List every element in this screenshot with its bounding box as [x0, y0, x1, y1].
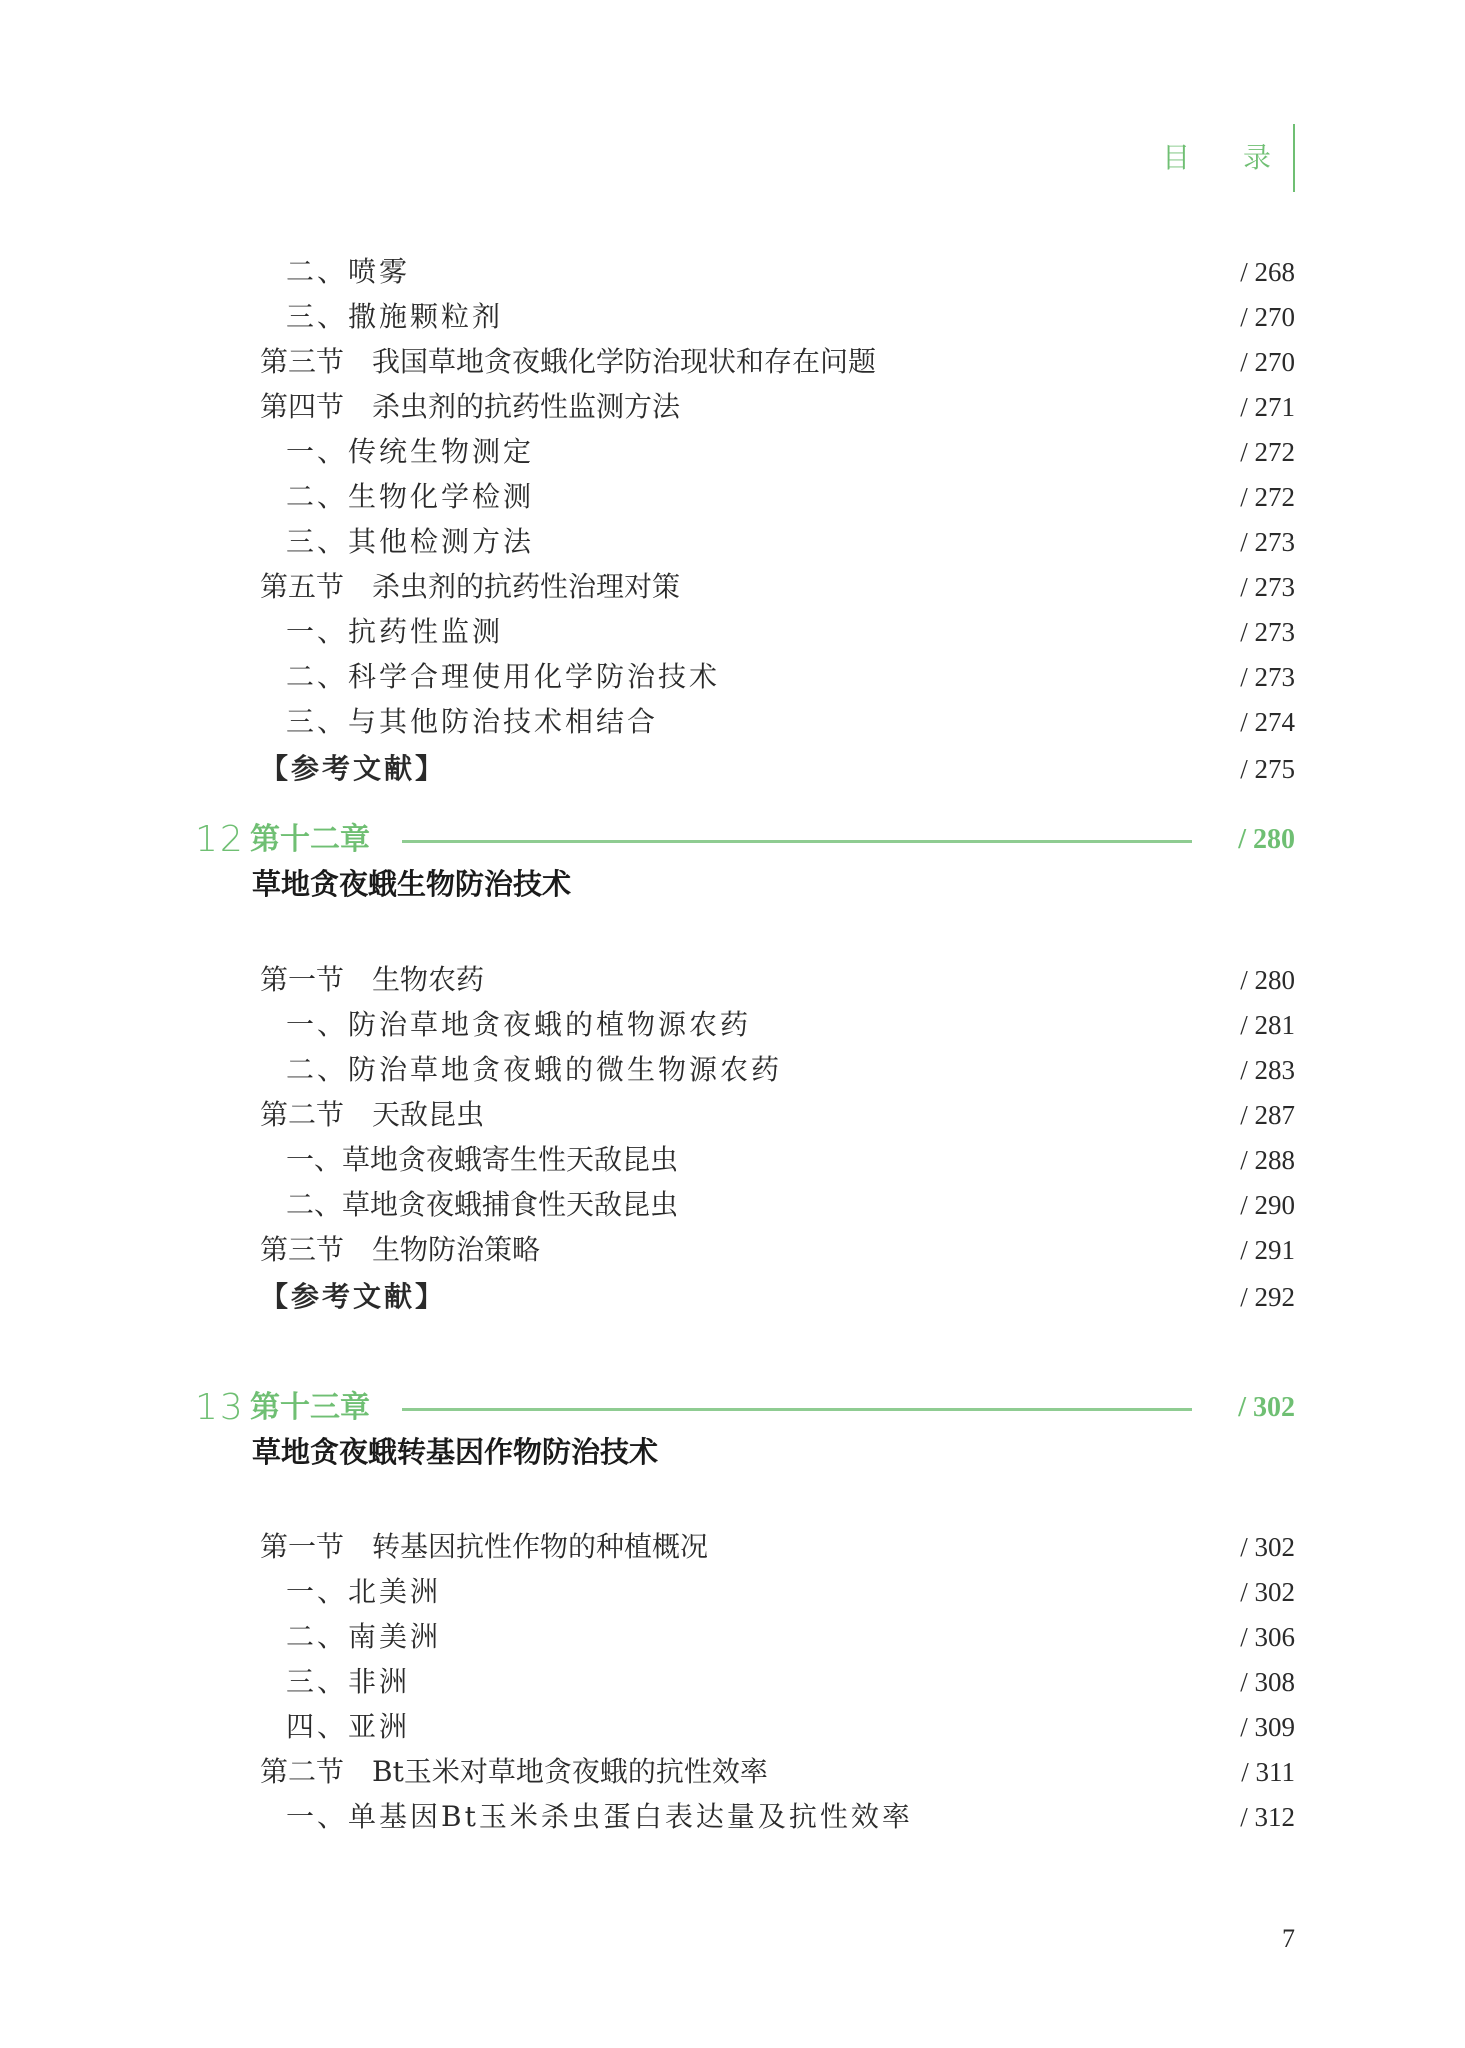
- chapter-divider: [402, 1408, 1192, 1411]
- toc-section-page: / 311: [1241, 1757, 1295, 1787]
- toc-entry-label: 三、与其他防治技术相结合: [286, 705, 659, 738]
- toc-entry-page: / 312: [1240, 1802, 1295, 1832]
- chapter-subtitle: 草地贪夜蛾转基因作物防治技术: [252, 1435, 659, 1469]
- toc-references-page: / 292: [1240, 1282, 1295, 1312]
- toc-section-page: / 280: [1240, 965, 1295, 995]
- toc-entry-page: / 272: [1240, 437, 1295, 467]
- toc-section-label: 第三节 生物防治策略: [260, 1233, 541, 1266]
- toc-section-label: 第一节 生物农药: [260, 963, 485, 996]
- toc-entry-label: 三、撒施颗粒剂: [286, 300, 504, 333]
- toc-entry[interactable]: [0, 1185, 1465, 1225]
- toc-section[interactable]: [0, 1752, 1465, 1792]
- toc-section[interactable]: [0, 1095, 1465, 1135]
- toc-section[interactable]: [0, 1527, 1465, 1567]
- toc-entry-label: 一、单基因Bt玉米杀虫蛋白表达量及抗性效率: [286, 1800, 913, 1833]
- toc-references[interactable]: [0, 749, 1465, 789]
- toc-entry-label: 一、防治草地贪夜蛾的植物源农药: [286, 1008, 752, 1041]
- chapter-name: 第十三章: [250, 1390, 370, 1425]
- toc-entry-label: 三、非洲: [286, 1665, 411, 1698]
- toc-entry-page: / 270: [1240, 302, 1295, 332]
- toc-references-page: / 275: [1240, 754, 1295, 784]
- toc-section-label: 第五节 杀虫剂的抗药性治理对策: [260, 570, 681, 603]
- toc-section[interactable]: [0, 567, 1465, 607]
- chapter-divider: [402, 840, 1192, 843]
- header-vertical-rule: [1293, 124, 1295, 192]
- toc-section-label: 第三节 我国草地贪夜蛾化学防治现状和存在问题: [260, 345, 877, 378]
- toc-entry-page: / 274: [1240, 707, 1295, 737]
- toc-entry[interactable]: [0, 297, 1465, 337]
- toc-entry[interactable]: [0, 1050, 1465, 1090]
- toc-entry[interactable]: [0, 1572, 1465, 1612]
- toc-section-label: 第二节 Bt玉米对草地贪夜蛾的抗性效率: [260, 1755, 768, 1788]
- toc-entry-label: 一、抗药性监测: [286, 615, 504, 648]
- toc-entry-label: 一、北美洲: [286, 1575, 442, 1608]
- running-header-title: 目 录: [1162, 141, 1293, 174]
- page-number: 7: [1282, 1924, 1295, 1953]
- toc-entry-page: / 273: [1240, 527, 1295, 557]
- toc-section-page: / 270: [1240, 347, 1295, 377]
- toc-section-label: 第四节 杀虫剂的抗药性监测方法: [260, 390, 681, 423]
- toc-entry-page: / 283: [1240, 1055, 1295, 1085]
- toc-section-page: / 302: [1240, 1532, 1295, 1562]
- toc-section[interactable]: [0, 387, 1465, 427]
- toc-entry[interactable]: [0, 252, 1465, 292]
- chapter-13-heading[interactable]: [0, 1388, 1465, 1488]
- toc-entry[interactable]: [0, 477, 1465, 517]
- toc-entry[interactable]: [0, 1005, 1465, 1045]
- toc-entry-page: / 288: [1240, 1145, 1295, 1175]
- toc-entry[interactable]: [0, 657, 1465, 697]
- toc-entry-page: / 273: [1240, 617, 1295, 647]
- toc-entry-page: / 272: [1240, 482, 1295, 512]
- toc-entry-page: / 309: [1240, 1712, 1295, 1742]
- toc-entry-page: / 290: [1240, 1190, 1295, 1220]
- toc-entry[interactable]: [0, 1707, 1465, 1747]
- toc-entry-label: 三、其他检测方法: [286, 525, 535, 558]
- toc-entry-label: 一、草地贪夜蛾寄生性天敌昆虫: [286, 1143, 679, 1176]
- toc-entry[interactable]: [0, 1797, 1465, 1837]
- chapter-number: 13: [195, 1387, 245, 1428]
- toc-entry-label: 二、草地贪夜蛾捕食性天敌昆虫: [286, 1188, 679, 1221]
- toc-entry-label: 一、传统生物测定: [286, 435, 535, 468]
- toc-entry[interactable]: [0, 612, 1465, 652]
- toc-entry-page: / 273: [1240, 662, 1295, 692]
- toc-references-label: 【参考文献】: [260, 752, 447, 785]
- chapter-page: / 302: [1238, 1392, 1295, 1423]
- toc-entry[interactable]: [0, 432, 1465, 472]
- chapter-name: 第十二章: [250, 822, 370, 857]
- toc-entry-label: 四、亚洲: [286, 1710, 411, 1743]
- toc-entry[interactable]: [0, 1662, 1465, 1702]
- toc-entry-label: 二、防治草地贪夜蛾的微生物源农药: [286, 1053, 783, 1086]
- toc-section-page: / 271: [1240, 392, 1295, 422]
- toc-entry-label: 二、喷雾: [286, 255, 411, 288]
- toc-section[interactable]: [0, 960, 1465, 1000]
- toc-entry-page: / 281: [1240, 1010, 1295, 1040]
- toc-section-label: 第一节 转基因抗性作物的种植概况: [260, 1530, 709, 1563]
- toc-entry-page: / 306: [1240, 1622, 1295, 1652]
- toc-entry[interactable]: [0, 522, 1465, 562]
- toc-section-page: / 273: [1240, 572, 1295, 602]
- toc-references-label: 【参考文献】: [260, 1280, 447, 1313]
- toc-entry-label: 二、生物化学检测: [286, 480, 535, 513]
- running-header: [1162, 124, 1295, 194]
- toc-section[interactable]: [0, 342, 1465, 382]
- toc-section-label: 第二节 天敌昆虫: [260, 1098, 485, 1131]
- chapter-subtitle: 草地贪夜蛾生物防治技术: [252, 867, 572, 901]
- chapter-number: 12: [195, 819, 245, 860]
- chapter-12-heading[interactable]: [0, 820, 1465, 920]
- toc-section-page: / 287: [1240, 1100, 1295, 1130]
- toc-entry-page: / 308: [1240, 1667, 1295, 1697]
- toc-entry[interactable]: [0, 702, 1465, 742]
- toc-entry-label: 二、南美洲: [286, 1620, 442, 1653]
- toc-section-page: / 291: [1240, 1235, 1295, 1265]
- toc-section[interactable]: [0, 1230, 1465, 1270]
- toc-entry[interactable]: [0, 1140, 1465, 1180]
- chapter-page: / 280: [1238, 824, 1295, 855]
- toc-references[interactable]: [0, 1277, 1465, 1317]
- toc-entry-label: 二、科学合理使用化学防治技术: [286, 660, 721, 693]
- toc-entry[interactable]: [0, 1617, 1465, 1657]
- toc-entry-page: / 302: [1240, 1577, 1295, 1607]
- toc-entry-page: / 268: [1240, 257, 1295, 287]
